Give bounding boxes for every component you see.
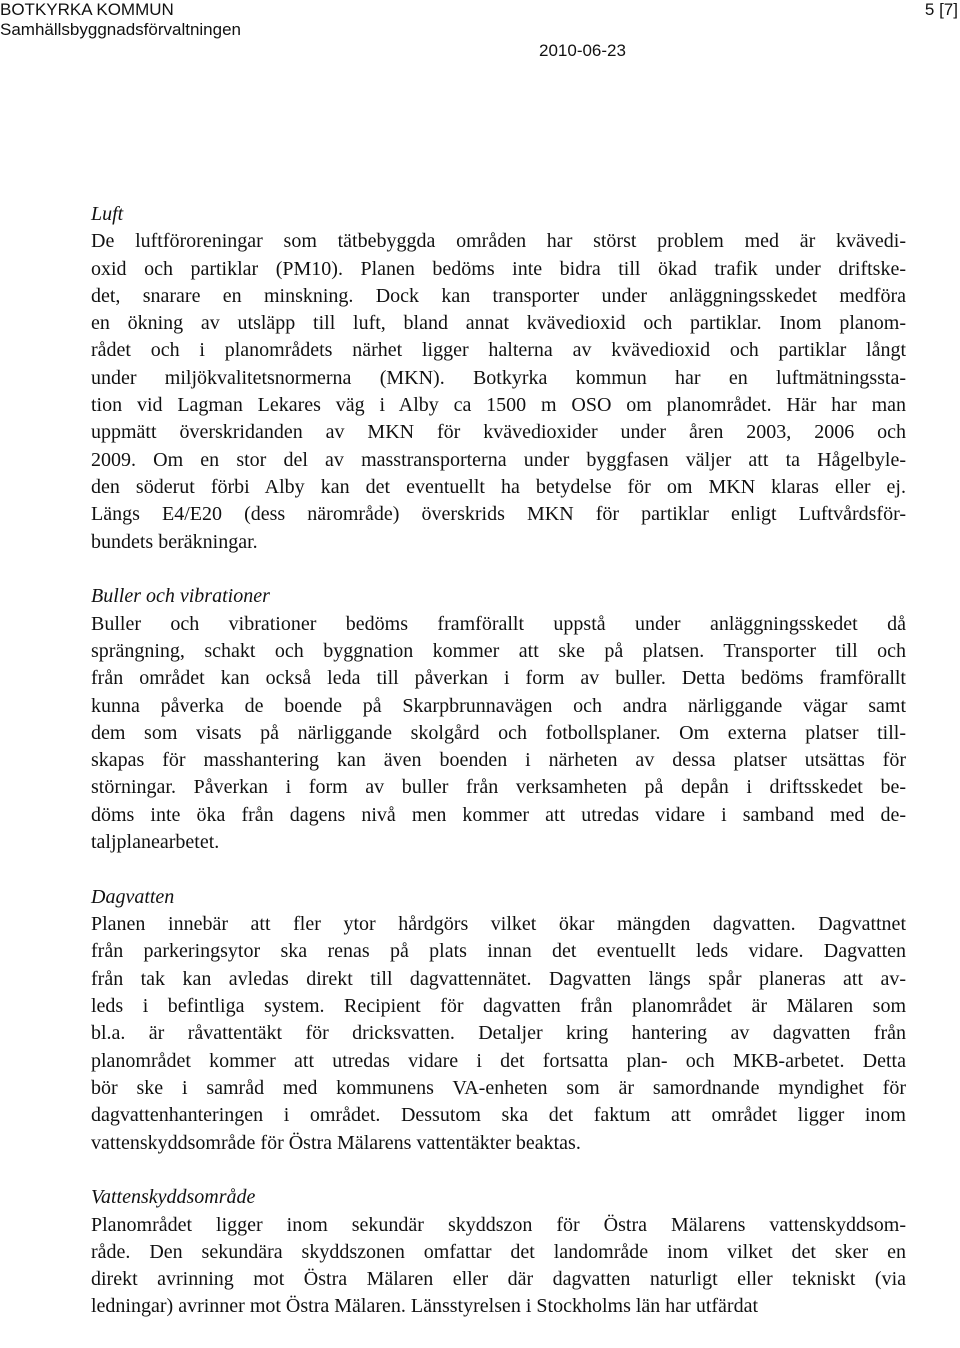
text-line: kunna påverka de boende på Skarpbrunnavägen och andra närliggande vägar samt — [91, 694, 906, 717]
section-paragraph — [91, 911, 906, 1157]
text-line: döms inte öka från dagens nivå men kommer att utredas vidare i samband med de- — [91, 803, 906, 826]
text-line: ledningar) avrinner mot Östra Mälaren. Länsstyrelsen i Stockholms län har utfärdat — [91, 1295, 759, 1318]
text-line: direkt avrinning mot Östra Mälaren eller där dagvatten naturligt eller tekniskt (via — [91, 1268, 906, 1291]
department-name: Samhällsbyggnadsförvaltningen — [0, 20, 241, 39]
section-heading: Luft — [91, 203, 124, 225]
section-heading: Buller och vibrationer — [91, 585, 270, 608]
organization-name: BOTKYRKA KOMMUN — [0, 0, 174, 19]
page-number: 5 [7] — [924, 0, 958, 19]
text-line: rådet och i planområdets närhet ligger halterna av kvävedioxid och partiklar långt — [91, 339, 906, 362]
text-line: den söderut förbi Alby kan det eventuellt ha betydelse för om MKN klaras eller ej. — [91, 475, 906, 498]
section-paragraph — [91, 611, 906, 857]
text-line: Buller och vibrationer bedöms framförallt uppstå under anläggningsskedet då — [91, 612, 906, 635]
document-body — [91, 201, 906, 1348]
text-line: vattenskyddsområde för Östra Mälarens vattentäkter beaktas. — [91, 1131, 581, 1154]
text-line: under miljökvalitetsnormerna (MKN). Botkyrka kommun har en luftmätningssta- — [91, 366, 906, 389]
text-line: 2009. Om en stor del av masstransporterna under byggfasen väljer att ta Hågelbyle- — [91, 448, 906, 471]
section-dagvatten — [91, 884, 906, 1157]
text-line: sprängning, schakt och byggnation kommer att ske på platsen. Transporter till och — [91, 639, 906, 662]
text-line: dagvattenhanteringen i området. Dessutom ska det faktum att området ligger inom — [91, 1104, 906, 1127]
text-line: från området kan också leda till påverkan i form av buller. Detta bedöms framförallt — [91, 667, 906, 690]
text-line: från tak kan avledas direkt till dagvattennätet. Dagvatten längs spår planeras att av- — [91, 967, 906, 990]
section-heading: Vattenskyddsområde — [91, 1186, 256, 1209]
text-line: dem som visats på närliggande skolgård och fotbollsplaner. Om externa platser till- — [91, 721, 906, 744]
text-line: Planområdet ligger inom sekundär skyddszon för Östra Mälarens vattenskyddsom- — [91, 1213, 906, 1236]
text-line: råde. Den sekundära skyddszonen omfattar det landområde inom vilket det sker en — [91, 1240, 906, 1263]
text-line: bl.a. är råvattentäkt för dricksvatten. Detaljer kring hantering av dagvatten från — [91, 1022, 906, 1045]
text-line: störningar. Påverkan i form av buller från verksamheten på depån i driftsskedet be- — [91, 776, 906, 799]
text-line: taljplanearbetet. — [91, 831, 220, 854]
section-paragraph — [91, 228, 906, 556]
text-line: leds i befintliga system. Recipient för dagvatten från planområdet är Mälaren som — [91, 995, 906, 1018]
text-line: bör ske i samråd med kommunens VA-enheten som är samordnande myndighet för — [91, 1076, 906, 1099]
document-date: 2010-06-23 — [539, 41, 626, 60]
text-line: uppmätt överskridanden av MKN för kvävedioxider under åren 2003, 2006 och — [91, 421, 906, 444]
text-line: bundets beräkningar. — [91, 530, 258, 553]
text-line: tion vid Lagman Lekares väg i Alby ca 1500 m OSO om planområdet. Här har man — [91, 394, 906, 417]
text-line: en ökning av utsläpp till luft, bland annat kvävedioxid och partiklar. Inom planom- — [91, 312, 906, 335]
text-line: skapas för masshantering kan även boenden i närheten av dessa platser utsättas för — [91, 749, 906, 772]
section-heading: Dagvatten — [91, 885, 175, 908]
organization-block — [0, 0, 241, 40]
text-line: det, snarare en minskning. Dock kan transporter under anläggningsskedet medföra — [91, 284, 906, 307]
section-vattenskyddsomrade — [91, 1184, 906, 1320]
text-line: De luftföroreningar som tätbebyggda områden har störst problem med är kvävedi- — [91, 230, 906, 253]
text-line: Längs E4/E20 (dess närområde) överskrids MKN för partiklar enligt Luftvårdsför- — [91, 503, 906, 526]
page-header — [0, 0, 960, 70]
text-line: planområdet kommer att utredas vidare i det fortsatta plan- och MKB-arbetet. Detta — [91, 1049, 906, 1072]
text-line: från parkeringsytor ska renas på plats innan det eventuellt leds vidare. Dagvatten — [91, 940, 906, 963]
section-buller-och-vibrationer — [91, 583, 906, 856]
section-paragraph — [91, 1212, 906, 1321]
text-line: oxid och partiklar (PM10). Planen bedöms inte bidra till ökad trafik under driftske- — [91, 257, 906, 280]
section-luft — [91, 201, 906, 556]
text-line: Planen innebär att fler ytor hårdgörs vilket ökar mängden dagvatten. Dagvattnet — [91, 913, 906, 936]
